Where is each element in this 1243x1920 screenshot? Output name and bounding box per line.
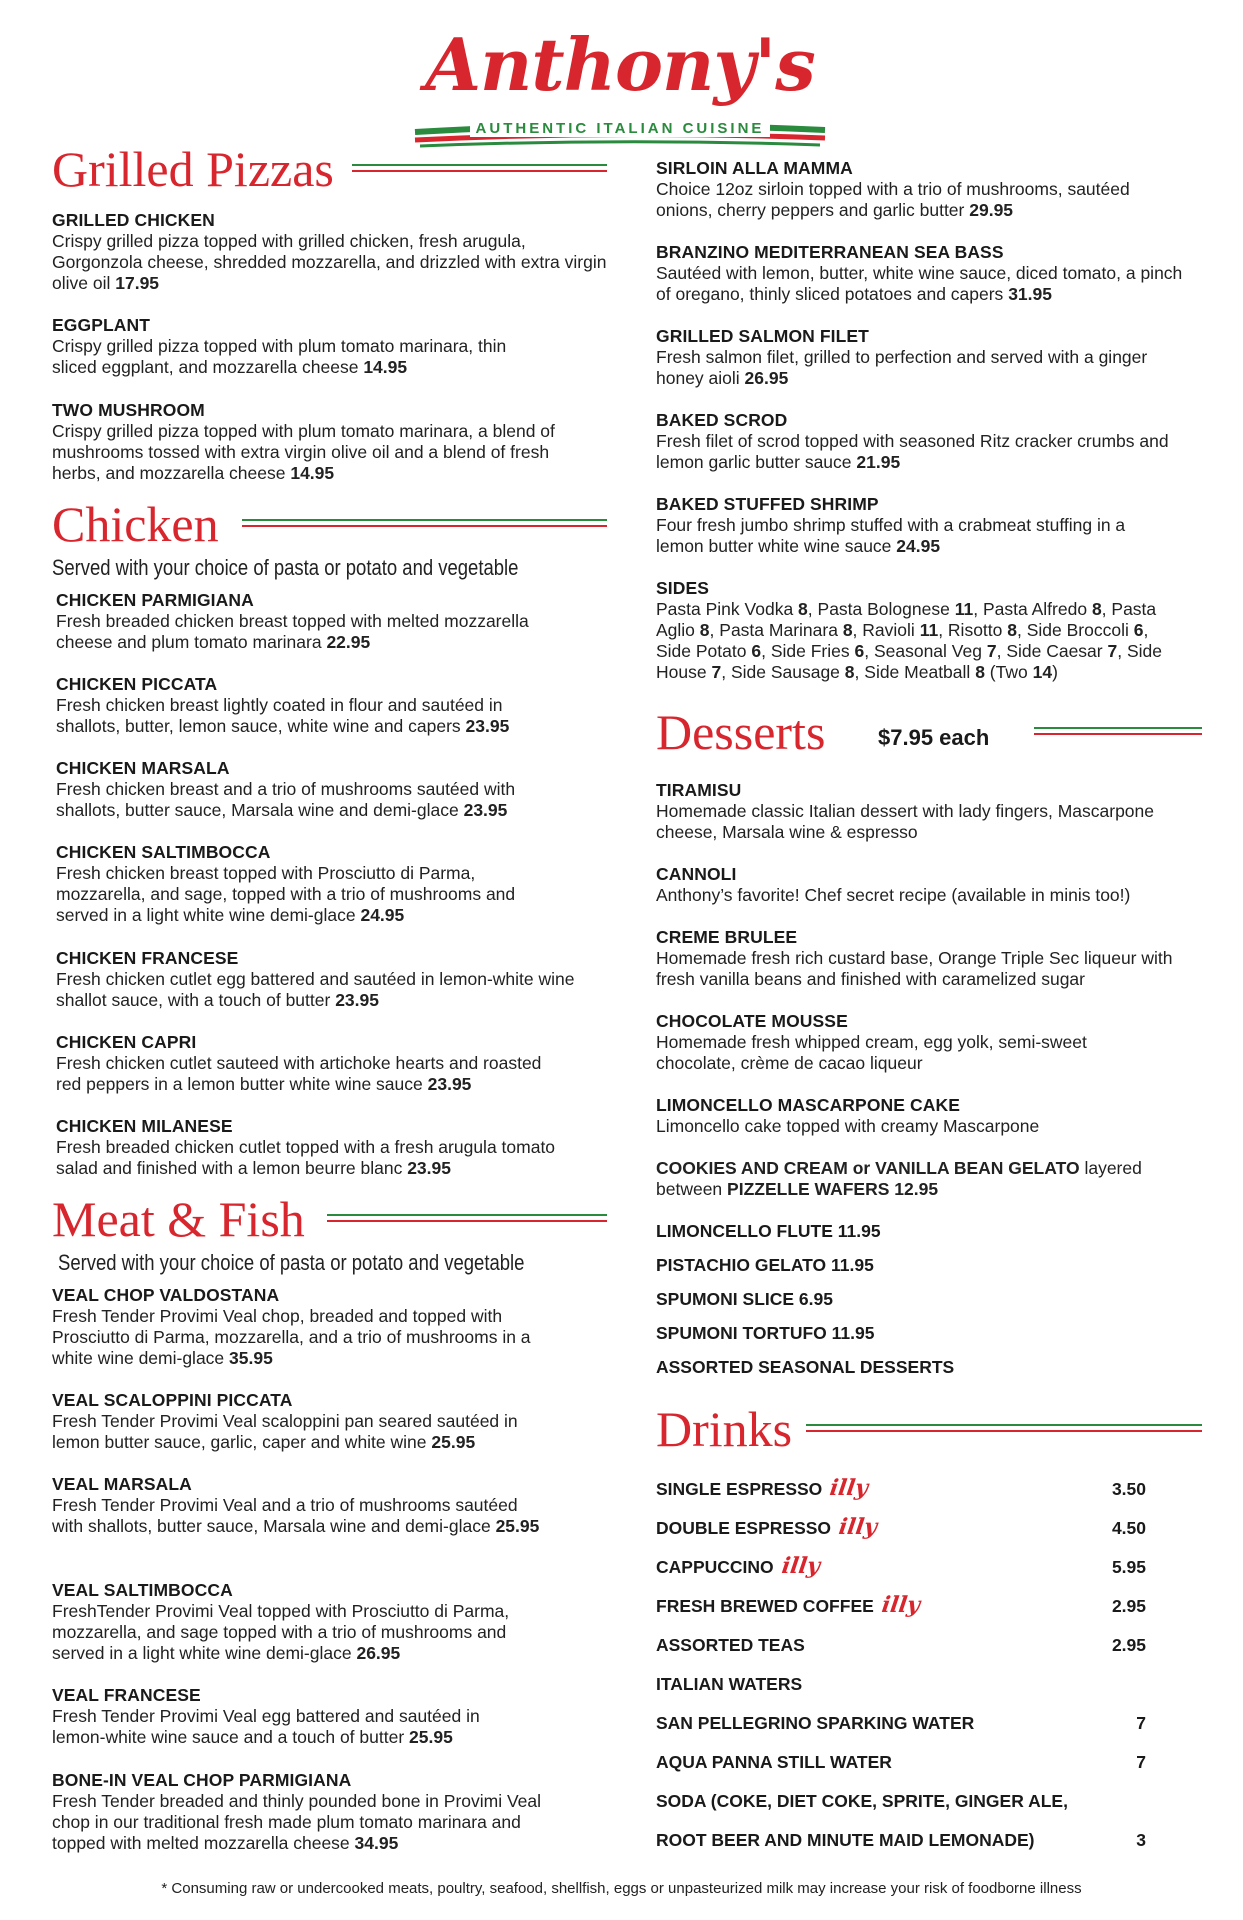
meat-fish-title: Meat & Fish <box>52 1191 305 1247</box>
sides-list: Pasta Pink Vodka 8, Pasta Bolognese 11, Pasta Alfredo 8, Pasta Aglio 8, Pasta Marinara 8, Ravioli 11, Risotto 8, Side Broccoli 6, Side Potato 6, Side Fries 6, Seasonal Veg 7, Side Caesar 7, Side House 7, Side Sausage 8, Side Meatball 8 (Two 14) <box>656 599 1162 682</box>
logo-wordmark: Anthony's <box>425 22 815 107</box>
menu-item: GRILLED CHICKEN Crispy grilled pizza topped with grilled chicken, fresh arugula, Gorgonzola cheese, shredded mozzarella, and drizzled with extra virgin olive oil 17.95 <box>52 210 607 293</box>
dessert-extra: PISTACHIO GELATO 11.95 <box>656 1255 874 1275</box>
drinks-section <box>656 1400 1196 1458</box>
drink-row: ROOT BEER AND MINUTE MAID LEMONADE) 3 <box>656 1830 1146 1850</box>
menu-item: GRILLED SALMON FILET Fresh salmon filet, grilled to perfection and served with a ginger honey aioli 26.95 <box>656 326 1148 388</box>
menu-item: EGGPLANT Crispy grilled pizza topped with plum tomato marinara, thin sliced eggplant, and mozzarella cheese 14.95 <box>52 315 507 377</box>
section-divider <box>1034 727 1202 735</box>
menu-item: VEAL SALTIMBOCCA FreshTender Provimi Veal topped with Prosciutto di Parma, mozzarella, and sage topped with a trio of mushrooms and served in a light white wine demi-glace 26.95 <box>52 1580 510 1663</box>
illy-brand-mark: illy <box>879 1592 922 1618</box>
menu-item: CHICKEN PARMIGIANA Fresh breaded chicken breast topped with melted mozzarella cheese and plum tomato marinara 22.95 <box>56 590 529 652</box>
drink-row: SAN PELLEGRINO SPARKING WATER 7 <box>656 1713 1146 1733</box>
section-divider <box>327 1214 607 1222</box>
menu-item: CREME BRULEE Homemade fresh rich custard base, Orange Triple Sec liqueur with fresh vanilla beans and finished with caramelized sugar <box>656 927 1173 989</box>
menu-item: VEAL FRANCESE Fresh Tender Provimi Veal egg battered and sautéed in lemon-white wine sauce and a touch of butter 25.95 <box>52 1685 480 1747</box>
dessert-extra: LIMONCELLO FLUTE 11.95 <box>656 1221 881 1241</box>
section-divider <box>352 164 607 172</box>
chicken-subtitle: Served with your choice of pasta or potato and vegetable <box>52 555 519 580</box>
menu-item: SIRLOIN ALLA MAMMA Choice 12oz sirloin topped with a trio of mushrooms, sautéed onions, cherry peppers and garlic butter 29.95 <box>656 158 1130 220</box>
grilled-pizzas-title: Grilled Pizzas <box>52 141 334 197</box>
meat-fish-subtitle: Served with your choice of pasta or potato and vegetable <box>58 1250 525 1275</box>
dessert-extra: SPUMONI SLICE 6.95 <box>656 1289 833 1309</box>
desserts-title: Desserts <box>656 704 826 760</box>
menu-item: BONE-IN VEAL CHOP PARMIGIANA Fresh Tender breaded and thinly pounded bone in Provimi Veal chop in our traditional fresh made plum tomato marinara and topped with melted mozzarella cheese 34.95 <box>52 1770 542 1853</box>
drink-row: DOUBLE ESPRESSO illy 4.50 <box>656 1514 1146 1540</box>
desserts-section <box>656 703 1196 761</box>
section-divider <box>806 1424 1202 1432</box>
sides-section: SIDES Pasta Pink Vodka 8, Pasta Bolognese 11, Pasta Alfredo 8, Pasta Aglio 8, Pasta Marinara 8, Ravioli 11, Risotto 8, Side Broccoli 6, Side Potato 6, Side Fries 6, Seasonal Veg 7, Side Caesar 7, Side House 7, Side Sausage 8, Side Meatball 8 (Two 14) <box>656 578 1196 683</box>
illy-brand-mark: illy <box>779 1553 822 1579</box>
menu-item: BRANZINO MEDITERRANEAN SEA BASS Sautéed with lemon, butter, white wine sauce, diced tomato, a pinch of oregano, thinly sliced potatoes and capers 31.95 <box>656 242 1183 304</box>
drink-row: ASSORTED TEAS 2.95 <box>656 1635 1146 1655</box>
menu-item: TIRAMISU Homemade classic Italian dessert with lady fingers, Mascarpone cheese, Marsala wine & espresso <box>656 780 1154 842</box>
menu-item: CHICKEN FRANCESE Fresh chicken cutlet egg battered and sautéed in lemon-white wine shallot sauce, with a touch of butter 23.95 <box>56 948 575 1010</box>
drink-row: SINGLE ESPRESSO illy 3.50 <box>656 1475 1146 1501</box>
menu-item: CHICKEN CAPRI Fresh chicken cutlet sauteed with artichoke hearts and roasted red peppers in a lemon butter white wine sauce 23.95 <box>56 1032 542 1094</box>
drink-row: CAPPUCCINO illy 5.95 <box>656 1553 1146 1579</box>
dessert-extra: SPUMONI TORTUFO 11.95 <box>656 1323 875 1343</box>
menu-item: VEAL CHOP VALDOSTANA Fresh Tender Provimi Veal chop, breaded and topped with Prosciutto di Parma, mozzarella, and a trio of mushrooms in a white wine demi-glace 35.95 <box>52 1285 531 1368</box>
menu-item: CHICKEN MARSALA Fresh chicken breast and a trio of mushrooms sautéed with shallots, butter sauce, Marsala wine and demi-glace 23.95 <box>56 758 516 820</box>
menu-item: TWO MUSHROOM Crispy grilled pizza topped with plum tomato marinara, a blend of mushrooms tossed with extra virgin olive oil and a blend of fresh herbs, and mozzarella cheese 14.95 <box>52 400 555 483</box>
menu-item: CHICKEN SALTIMBOCCA Fresh chicken breast topped with Prosciutto di Parma, mozzarella, and sage, topped with a trio of mushrooms and served in a light white wine demi-glace 24.95 <box>56 842 516 925</box>
menu-item: CHICKEN PICCATA Fresh chicken breast lightly coated in flour and sautéed in shallots, butter, lemon sauce, white wine and capers 23.95 <box>56 674 510 736</box>
logo-tagline: AUTHENTIC ITALIAN CUISINE <box>400 120 840 137</box>
illy-brand-mark: illy <box>828 1475 870 1501</box>
menu-item: CANNOLI Anthony’s favorite! Chef secret recipe (available in minis too!) <box>656 864 1131 905</box>
menu-item: BAKED STUFFED SHRIMP Four fresh jumbo shrimp stuffed with a crabmeat stuffing in a lemon butter white wine sauce 24.95 <box>656 494 1126 556</box>
drink-row: FRESH BREWED COFFEE illy 2.95 <box>656 1592 1146 1618</box>
menu-item: BAKED SCROD Fresh filet of scrod topped with seasoned Ritz cracker crumbs and lemon garlic butter sauce 21.95 <box>656 410 1169 472</box>
section-divider <box>242 519 607 527</box>
gelato-item: COOKIES AND CREAM or VANILLA BEAN GELATO layered between PIZZELLE WAFERS 12.95 <box>656 1158 1142 1199</box>
illy-brand-mark: illy <box>837 1514 879 1540</box>
chicken-section <box>52 495 612 587</box>
menu-item: VEAL MARSALA Fresh Tender Provimi Veal and a trio of mushrooms sautéed with shallots, butter sauce, Marsala wine and demi-glace 25.95 <box>52 1474 540 1536</box>
grilled-pizzas-section <box>52 140 612 198</box>
desserts-each-price: $7.95 each <box>878 725 990 750</box>
drink-row: AQUA PANNA STILL WATER 7 <box>656 1752 1146 1772</box>
restaurant-logo <box>400 20 840 150</box>
menu-item: LIMONCELLO MASCARPONE CAKE Limoncello cake topped with creamy Mascarpone <box>656 1095 1040 1136</box>
drink-row: SODA (COKE, DIET COKE, SPRITE, GINGER ALE, <box>656 1791 1068 1811</box>
chicken-title: Chicken <box>52 496 219 552</box>
menu-item: CHICKEN MILANESE Fresh breaded chicken cutlet topped with a fresh arugula tomato salad and finished with a lemon beurre blanc 23.95 <box>56 1116 556 1178</box>
allergy-footnote: * Consuming raw or undercooked meats, poultry, seafood, shellfish, eggs or unpasteurized milk may increase your risk of foodborne illness <box>161 1880 1082 1897</box>
drinks-title: Drinks <box>656 1401 793 1457</box>
meat-fish-section <box>52 1190 612 1282</box>
menu-item: VEAL SCALOPPINI PICCATA Fresh Tender Provimi Veal scaloppini pan seared sautéed in lemon butter sauce, garlic, caper and white wine 25.95 <box>52 1390 518 1452</box>
dessert-extra: ASSORTED SEASONAL DESSERTS <box>656 1357 955 1377</box>
menu-item: CHOCOLATE MOUSSE Homemade fresh whipped cream, egg yolk, semi-sweet chocolate, crème de cacao liqueur <box>656 1011 1087 1073</box>
drink-row: ITALIAN WATERS <box>656 1674 803 1694</box>
